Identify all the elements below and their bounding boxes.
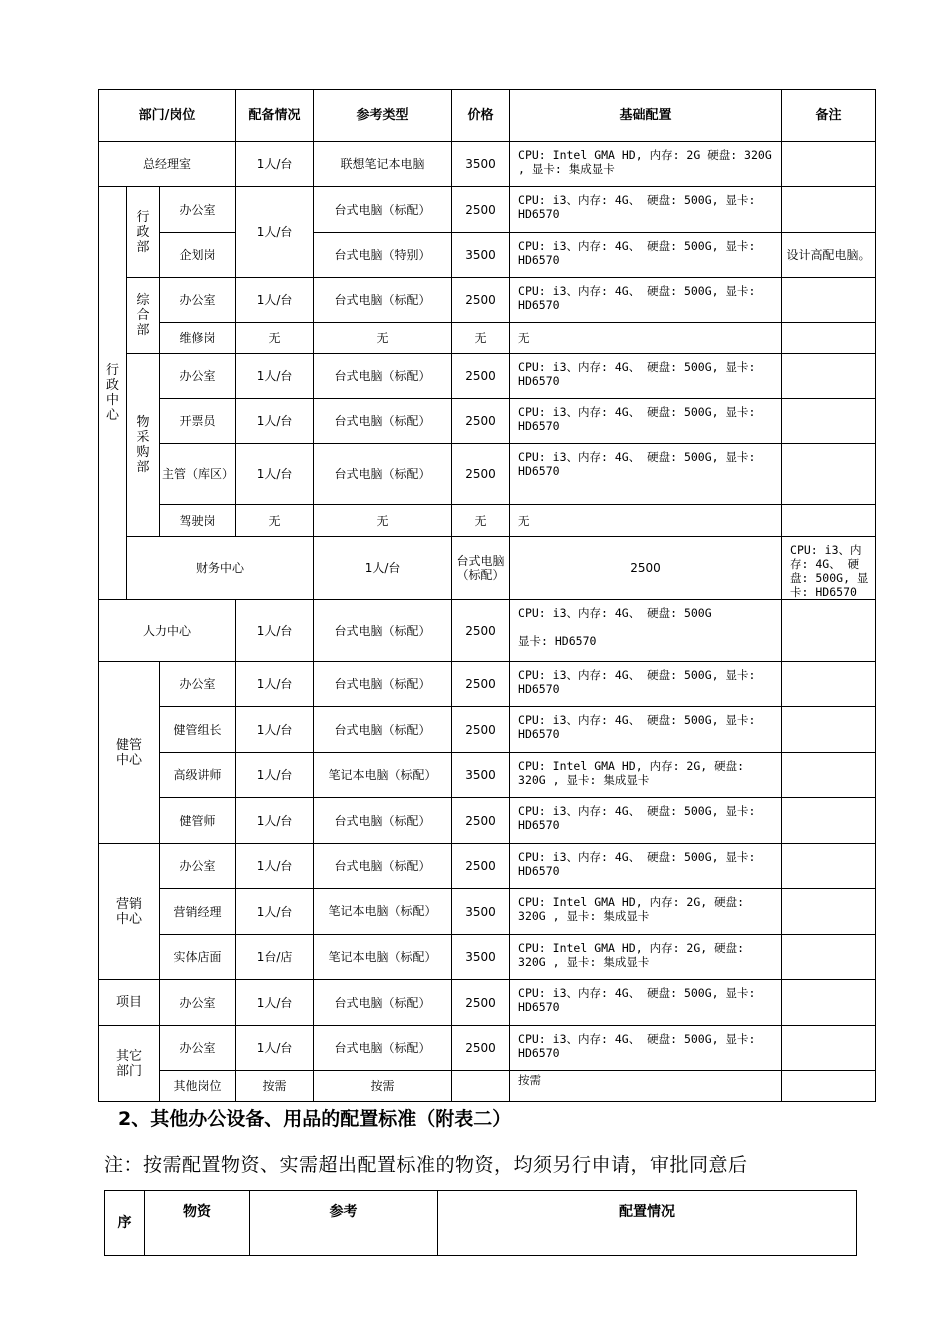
alloc-cell: 1台/店 (236, 935, 314, 980)
config-cell: CPU: Intel GMA HD, 内存: 2G, 硬盘: 320G , 显卡: 集成显卡 (510, 889, 782, 935)
config-cell: CPU: i3、内存: 4G、 硬盘: 500G, 显卡: HD6570 (510, 354, 782, 399)
alloc-cell: 无 (236, 323, 314, 354)
price-cell: 2500 (452, 707, 510, 753)
price-cell: 2500 (452, 187, 510, 233)
remark-cell (782, 505, 876, 537)
position-cell: 维修岗 (160, 323, 236, 354)
header-item: 物资 (145, 1191, 250, 1256)
position-cell: 企划岗 (160, 233, 236, 278)
header-type: 参考类型 (314, 90, 452, 142)
remark-cell (782, 323, 876, 354)
type-cell: 台式电脑（标配） (452, 537, 510, 600)
price-cell: 2500 (452, 1026, 510, 1071)
alloc-cell: 1人/台 (236, 1026, 314, 1071)
section-note: 注：按需配置物资、实需超出配置标准的物资，均须另行申请，审批同意后 (104, 1154, 748, 1176)
type-cell: 台式电脑（标配） (314, 399, 452, 444)
dept-cell: 物采购部 (127, 354, 160, 537)
remark-cell (782, 600, 876, 662)
table-row (99, 935, 876, 980)
dept-cell: 行政部 (127, 187, 160, 278)
remark-cell (782, 354, 876, 399)
config-cell: CPU: i3、内存: 4G、 硬盘: 500G, 显卡: HD6570 (510, 1026, 782, 1071)
remark-cell (782, 444, 876, 505)
config-cell: CPU: i3、内存: 4G、 硬盘: 500G, 显卡: HD6570 (510, 187, 782, 233)
header-dept: 部门/岗位 (99, 90, 236, 142)
config-cell (510, 600, 782, 662)
type-cell: 笔记本电脑（标配） (314, 889, 452, 935)
type-cell: 台式电脑（标配） (314, 1026, 452, 1071)
remark-cell (782, 278, 876, 323)
header-reference: 参考 (250, 1191, 438, 1256)
price-cell: 2500 (452, 399, 510, 444)
config-cell: CPU: Intel GMA HD, 内存: 2G, 硬盘: 320G , 显卡: 集成显卡 (510, 753, 782, 798)
config-cell: CPU: i3、内存: 4G、 硬盘: 500G, 显卡: HD6570 (510, 399, 782, 444)
section-heading: 2、其他办公设备、用品的配置标准（附表二） (118, 1108, 512, 1130)
price-cell: 2500 (452, 600, 510, 662)
position-cell: 办公室 (160, 1026, 236, 1071)
center-cell: 行政中心 (99, 187, 127, 600)
config-cell: CPU: i3、内存: 4G、 硬盘: 500G, 显卡: HD6570 (510, 662, 782, 707)
type-cell: 无 (314, 505, 452, 537)
center-cell: 营销中心 (99, 844, 160, 980)
header-row (105, 1191, 857, 1256)
table-row (99, 187, 876, 233)
type-cell: 台式电脑（标配） (314, 707, 452, 753)
price-cell: 3500 (452, 233, 510, 278)
position-cell: 健管组长 (160, 707, 236, 753)
dept-cell: 综合部 (127, 278, 160, 354)
alloc-cell: 1人/台 (236, 753, 314, 798)
type-cell: 笔记本电脑（标配） (314, 753, 452, 798)
center-cell: 其它部门 (99, 1026, 160, 1102)
remark-cell (782, 187, 876, 233)
table-row (99, 142, 876, 187)
config-cell: CPU: i3、内存: 4G、 硬盘: 500G, 显卡: HD6570 (510, 798, 782, 844)
remark-cell (782, 142, 876, 187)
table-row (99, 980, 876, 1026)
price-cell: 2500 (452, 980, 510, 1026)
table-row (99, 323, 876, 354)
remark-cell (782, 935, 876, 980)
price-cell: 2500 (452, 798, 510, 844)
remark-cell (782, 1071, 876, 1102)
position-cell: 实体店面 (160, 935, 236, 980)
price-cell: 2500 (452, 844, 510, 889)
position-cell: 办公室 (160, 278, 236, 323)
price-cell: 2500 (452, 354, 510, 399)
position-cell: 主管（库区） (160, 444, 236, 505)
price-cell: 无 (452, 323, 510, 354)
config-cell: CPU: i3、内存: 4G、 硬盘: 500G, 显卡: HD6570 (510, 844, 782, 889)
remark-cell (782, 753, 876, 798)
alloc-cell: 1人/台 (236, 889, 314, 935)
remark-cell (782, 662, 876, 707)
alloc-cell: 1人/台 (236, 354, 314, 399)
type-cell: 台式电脑（标配） (314, 278, 452, 323)
config-cell: CPU: i3、内存: 4G、 硬盘: 500G, 显卡: HD6570 (510, 278, 782, 323)
type-cell: 台式电脑（标配） (314, 980, 452, 1026)
config-cell: CPU: i3、内存: 4G、 硬盘: 500G, 显卡: HD6570 (510, 980, 782, 1026)
header-remark: 备注 (782, 90, 876, 142)
alloc-cell: 1人/台 (236, 187, 314, 278)
table-row (99, 505, 876, 537)
position-cell: 办公室 (160, 187, 236, 233)
dept-cell: 财务中心 (127, 537, 314, 600)
type-cell: 台式电脑（标配） (314, 798, 452, 844)
alloc-cell: 按需 (236, 1071, 314, 1102)
remark-cell (782, 844, 876, 889)
price-cell: 2500 (452, 278, 510, 323)
alloc-cell: 1人/台 (236, 600, 314, 662)
table-row (99, 233, 876, 278)
table-row (99, 278, 876, 323)
position-cell: 营销经理 (160, 889, 236, 935)
alloc-cell: 1人/台 (236, 844, 314, 889)
supplies-config-table (104, 1190, 857, 1256)
remark-cell (782, 980, 876, 1026)
alloc-cell: 无 (236, 505, 314, 537)
price-cell (452, 1071, 510, 1102)
price-cell: 2500 (452, 662, 510, 707)
table-row (99, 1026, 876, 1071)
table-row (99, 444, 876, 505)
type-cell: 按需 (314, 1071, 452, 1102)
config-cell: CPU: Intel GMA HD, 内存: 2G, 硬盘: 320G , 显卡: 集成显卡 (510, 935, 782, 980)
alloc-cell: 1人/台 (236, 444, 314, 505)
type-cell: 笔记本电脑（标配） (314, 935, 452, 980)
dept-cell: 总经理室 (99, 142, 236, 187)
header-seq: 序 (105, 1191, 145, 1256)
config-cell: 无 (510, 323, 782, 354)
price-cell: 2500 (510, 537, 782, 600)
table-row (99, 399, 876, 444)
position-cell: 开票员 (160, 399, 236, 444)
alloc-cell: 1人/台 (236, 142, 314, 187)
alloc-cell: 1人/台 (236, 980, 314, 1026)
config-cell: CPU: i3、内存: 4G、 硬盘: 500G, 显卡: HD6570 (782, 537, 876, 600)
type-cell: 台式电脑（标配） (314, 444, 452, 505)
table-row (99, 798, 876, 844)
table-row (99, 753, 876, 798)
table-row (99, 354, 876, 399)
remark-cell (782, 1026, 876, 1071)
alloc-cell: 1人/台 (236, 798, 314, 844)
position-cell: 驾驶岗 (160, 505, 236, 537)
type-cell: 联想笔记本电脑 (314, 142, 452, 187)
center-cell: 项目 (99, 980, 160, 1026)
position-cell: 办公室 (160, 662, 236, 707)
type-cell: 台式电脑（特别） (314, 233, 452, 278)
remark-cell: 设计高配电脑。 (782, 233, 876, 278)
table-row (99, 600, 876, 662)
type-cell: 台式电脑（标配） (314, 187, 452, 233)
type-cell: 台式电脑（标配） (314, 844, 452, 889)
dept-cell: 人力中心 (99, 600, 236, 662)
header-config: 基础配置 (510, 90, 782, 142)
equipment-config-table (98, 89, 876, 1102)
price-cell: 2500 (452, 444, 510, 505)
price-cell: 无 (452, 505, 510, 537)
header-price: 价格 (452, 90, 510, 142)
price-cell: 3500 (452, 753, 510, 798)
config-line: CPU: i3、内存: 4G、 硬盘: 500G (518, 606, 712, 620)
alloc-cell: 1人/台 (236, 399, 314, 444)
table-row (99, 662, 876, 707)
position-cell: 其他岗位 (160, 1071, 236, 1102)
alloc-cell: 1人/台 (236, 662, 314, 707)
center-cell: 健管中心 (99, 662, 160, 844)
header-alloc: 配备情况 (236, 90, 314, 142)
alloc-cell: 1人/台 (236, 707, 314, 753)
position-cell: 办公室 (160, 980, 236, 1026)
config-cell: 无 (510, 505, 782, 537)
position-cell: 办公室 (160, 844, 236, 889)
type-cell: 台式电脑（标配） (314, 662, 452, 707)
alloc-cell: 1人/台 (236, 278, 314, 323)
price-cell: 3500 (452, 935, 510, 980)
config-cell: CPU: i3、内存: 4G、 硬盘: 500G, 显卡: HD6570 (510, 707, 782, 753)
config-line: 显卡: HD6570 (518, 634, 597, 648)
table-row (99, 537, 876, 600)
table-row (99, 1071, 876, 1102)
remark-cell (782, 707, 876, 753)
remark-cell (782, 889, 876, 935)
position-cell: 健管师 (160, 798, 236, 844)
alloc-cell: 1人/台 (314, 537, 452, 600)
table-row (99, 707, 876, 753)
type-cell: 台式电脑（标配） (314, 600, 452, 662)
price-cell: 3500 (452, 142, 510, 187)
position-cell: 高级讲师 (160, 753, 236, 798)
table-row (99, 844, 876, 889)
type-cell: 台式电脑（标配） (314, 354, 452, 399)
config-cell: CPU: i3、内存: 4G、 硬盘: 500G, 显卡: HD6570 (510, 444, 782, 505)
remark-cell (782, 798, 876, 844)
config-cell: CPU: i3、内存: 4G、 硬盘: 500G, 显卡: HD6570 (510, 233, 782, 278)
table-row (99, 889, 876, 935)
type-cell: 无 (314, 323, 452, 354)
remark-cell (782, 399, 876, 444)
header-row (99, 90, 876, 142)
config-cell: 按需 (510, 1071, 782, 1102)
price-cell: 3500 (452, 889, 510, 935)
config-cell: CPU: Intel GMA HD, 内存: 2G 硬盘: 320G , 显卡: 集成显卡 (510, 142, 782, 187)
position-cell: 办公室 (160, 354, 236, 399)
header-config: 配置情况 (438, 1191, 857, 1256)
